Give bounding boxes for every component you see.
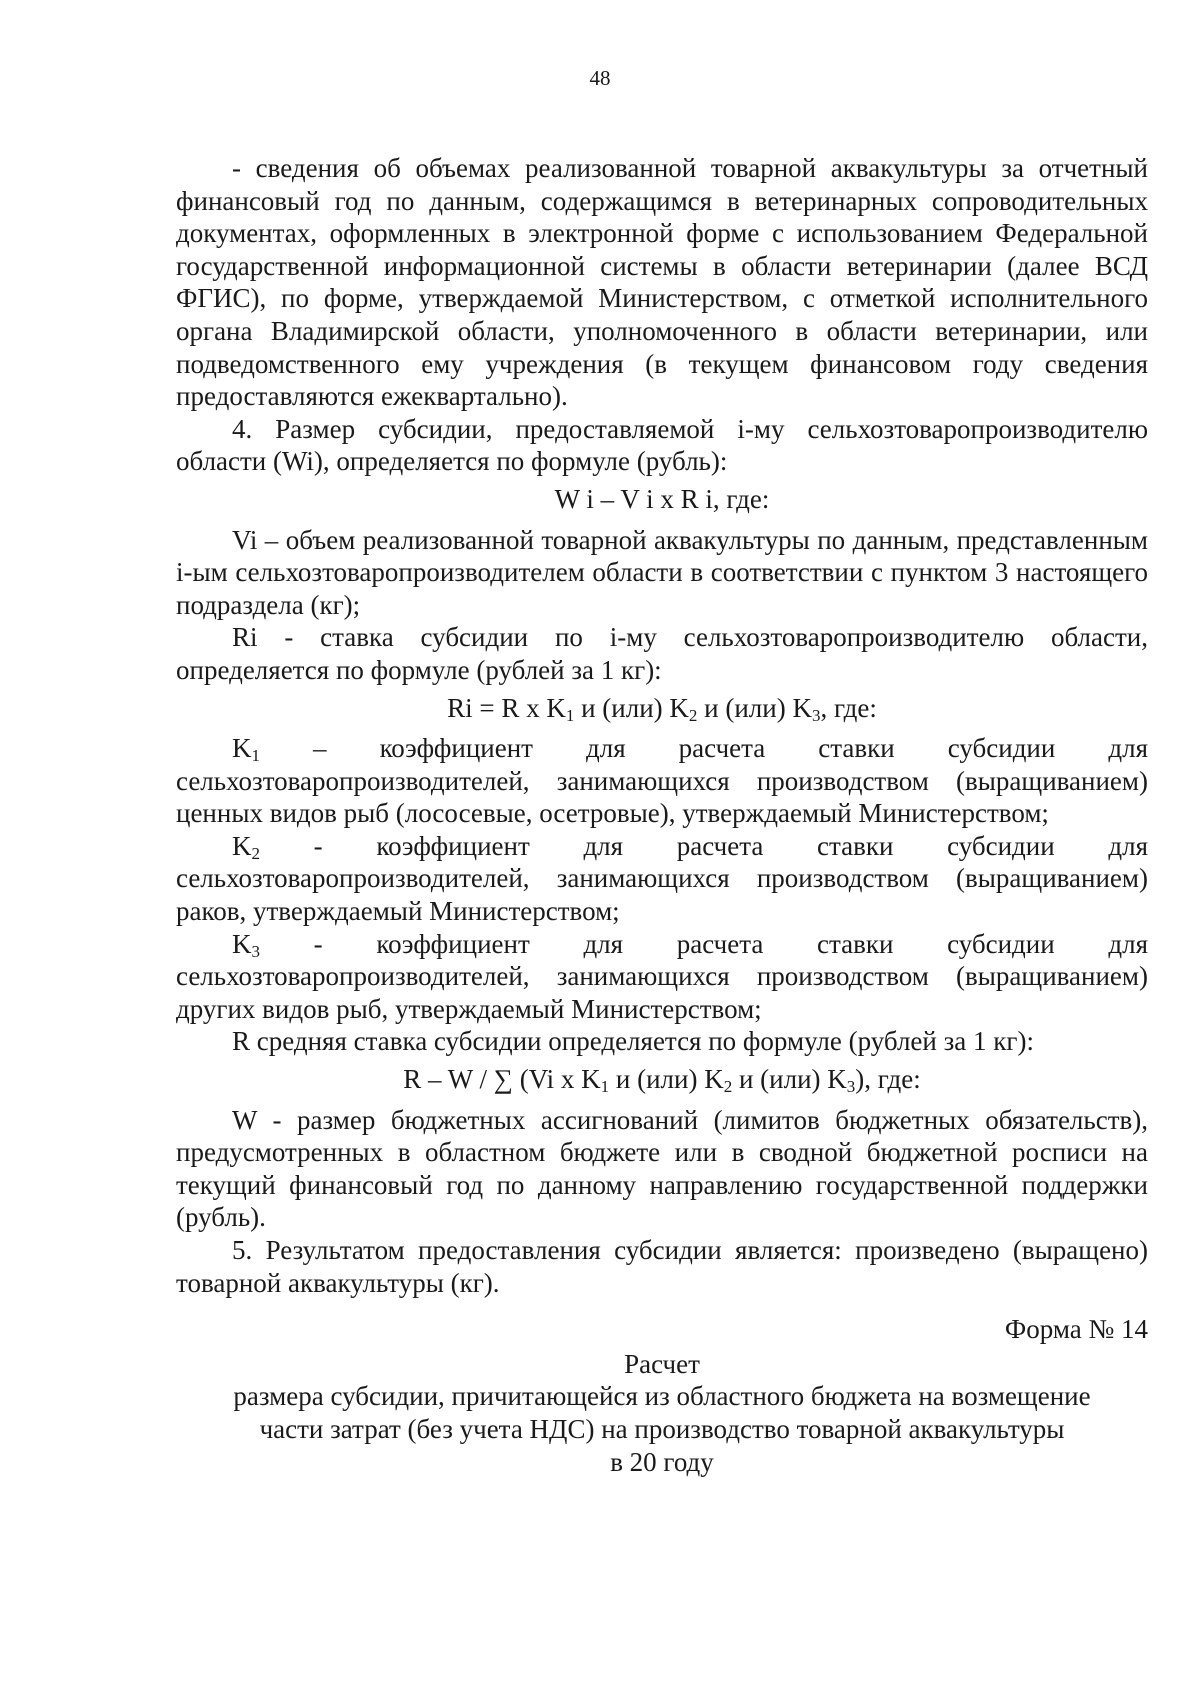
form-subtitle-line-2: части затрат (без учета НДС) на производство товарной аквакультуры xyxy=(259,1413,1065,1444)
paragraph-item-5: 5. Результатом предоставления субсидии является: произведено (выращено) товарной аквакультуры (кг). xyxy=(176,1235,1148,1298)
paragraph-item-4: 4. Размер субсидии, предоставляемой i-му сельхозтоваропроизводителю области (Wi), определяется по формуле (рубль): xyxy=(176,413,1148,477)
paragraph-vsd-info: - сведения об объемах реализованной товарной аквакультуры за отчетный финансовый год по данным, содержащимся в ветеринарных сопроводительных документах, оформленных в электронной форме с использованием Федеральной государственной информационной системы в области ветеринарии (далее ВСД ФГИС), по форме, утверждаемой Министерством, с отметкой исполнительного органа Владимирской области, уполномоченного в области ветеринарии, или подведомственного ему учреждения (в текущем финансовом году сведения предоставляются ежеквартально). xyxy=(176,153,1148,412)
definition-k1: $K_1$ – коэффициент для расчета ставки субсидии для сельхозтоваропроизводителей, занимающихся производством (выращиванием) ценных видов рыб (лососевые, осетровые), утверждаемый Министерством; xyxy=(176,733,1148,829)
definition-w: W - размер бюджетных ассигнований (лимитов бюджетных обязательств), предусмотренных в областном бюджете или в сводной бюджетной росписи на текущий финансовый год по данному направлению государственной поддержки (рубль). xyxy=(176,1104,1148,1233)
form-subtitle-line-3: в 20 году xyxy=(610,1446,714,1477)
formula-ri: Ri = R x $K_1$ и (или) $K_2$ и (или) $K_3$, где: xyxy=(447,692,877,725)
definition-vi: Vi – объем реализованной товарной аквакультуры по данным, представленным i-ым сельхозтоваропроизводителем области в соответствии с пунктом 3 настоящего подраздела (кг); xyxy=(176,524,1148,620)
form-label: Форма № 14 xyxy=(1004,1314,1148,1345)
document-body xyxy=(176,152,1148,1478)
formula-wi: W i – V i x R i, где: xyxy=(554,483,770,514)
definition-r: R средняя ставка субсидии определяется по формуле (рублей за 1 кг): xyxy=(232,1026,1034,1057)
form-subtitle-line-1: размера субсидии, причитающейся из областного бюджета на возмещение xyxy=(233,1381,1091,1412)
definition-k3: $K_3$ - коэффициент для расчета ставки субсидии для сельхозтоваропроизводителей, занимающихся производством (выращиванием) других видов рыб, утверждаемый Министерством; xyxy=(176,928,1148,1024)
formula-r: R – W / ∑ (Vi x $K_1$ и (или) $K_2$ и (или) $K_3$), где: xyxy=(403,1064,921,1097)
definition-k2: $K_2$ - коэффициент для расчета ставки субсидии для сельхозтоваропроизводителей, занимающихся производством (выращиванием) раков, утверждаемый Министерством; xyxy=(176,830,1148,927)
definition-ri: Ri - ставка субсидии по i-му сельхозтоваропроизводителю области, определяется по формуле (рублей за 1 кг): xyxy=(176,622,1148,685)
page-number: 48 xyxy=(589,66,611,90)
form-title: Расчет xyxy=(624,1348,700,1379)
